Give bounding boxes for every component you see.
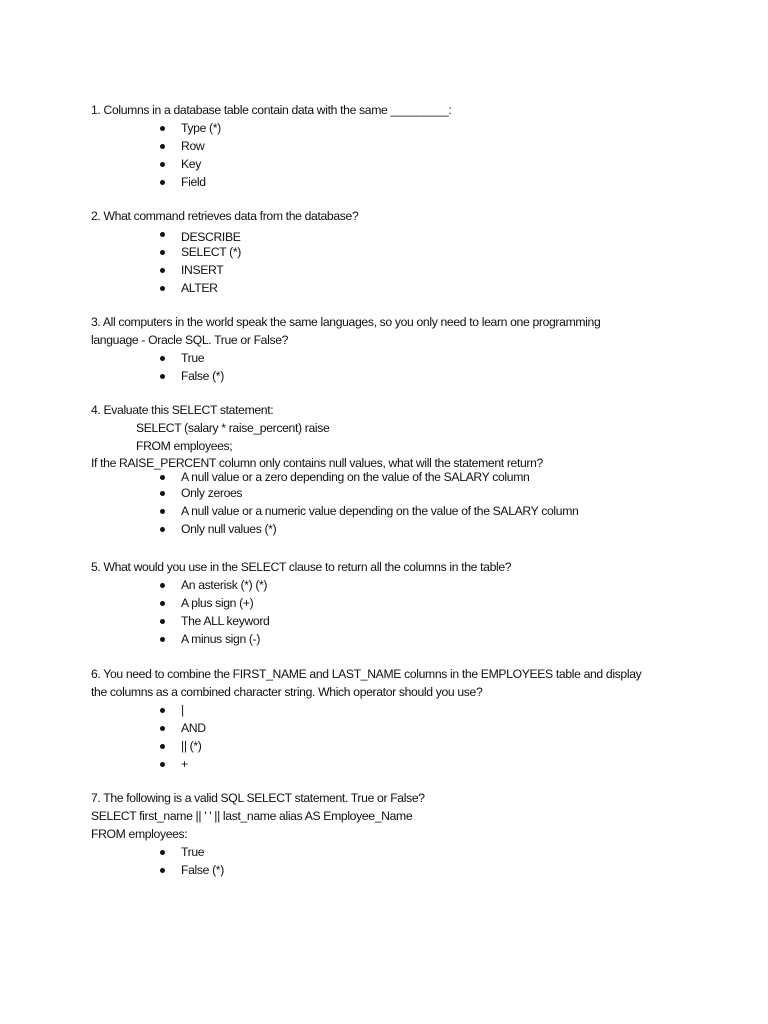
- question-1-options: [91, 119, 731, 191]
- option: An asterisk (*) (*): [91, 576, 731, 594]
- question-6: [91, 665, 731, 773]
- question-3-options: [91, 349, 731, 385]
- bullet-icon: [160, 286, 165, 291]
- question-7-options: [91, 843, 731, 879]
- bullet-icon: [160, 708, 165, 713]
- option: ALTER: [91, 279, 731, 297]
- bullet-icon: [160, 509, 165, 514]
- bullet-icon: [160, 374, 165, 379]
- code-line: SELECT first_name || ' ' || last_name alias AS Employee_Name: [91, 809, 413, 823]
- bullet-icon: [160, 601, 165, 606]
- bullet-icon: [160, 850, 165, 855]
- option: True: [91, 843, 731, 861]
- option: True: [91, 349, 731, 367]
- question-5: [91, 558, 731, 648]
- option: |: [91, 701, 731, 719]
- question-2: [91, 207, 731, 297]
- bullet-icon: [160, 475, 165, 480]
- question-2-text: 2. What command retrieves data from the database?: [91, 209, 359, 223]
- question-6-text-line-1: 6. You need to combine the FIRST_NAME and LAST_NAME columns in the EMPLOYEES table and display: [91, 667, 642, 681]
- question-4-text: 4. Evaluate this SELECT statement:: [91, 403, 274, 417]
- bullet-icon: [160, 744, 165, 749]
- question-3-text-line-2: language - Oracle SQL. True or False?: [91, 333, 289, 347]
- option: || (*): [91, 737, 731, 755]
- code-line: FROM employees:: [91, 827, 188, 841]
- option: Field: [91, 173, 731, 191]
- question-5-text: 5. What would you use in the SELECT clause to return all the columns in the table?: [91, 560, 512, 574]
- option: Row: [91, 137, 731, 155]
- option: DESCRIBE: [91, 231, 731, 243]
- bullet-icon: [160, 619, 165, 624]
- bullet-icon: [160, 637, 165, 642]
- option: +: [91, 755, 731, 773]
- option: A null value or a zero depending on the value of the SALARY column: [91, 471, 731, 484]
- question-6-options: [91, 701, 731, 773]
- question-4-options: [91, 471, 731, 538]
- bullet-icon: [160, 250, 165, 255]
- question-1-text: 1. Columns in a database table contain data with the same _________:: [91, 103, 452, 117]
- bullet-icon: [160, 356, 165, 361]
- bullet-icon: [160, 180, 165, 185]
- option: Key: [91, 155, 731, 173]
- bullet-icon: [160, 868, 165, 873]
- question-7-text: 7. The following is a valid SQL SELECT statement. True or False?: [91, 791, 425, 805]
- bullet-icon: [160, 268, 165, 273]
- option: Only null values (*): [91, 520, 731, 538]
- option: Type (*): [91, 119, 731, 137]
- option: A minus sign (-): [91, 630, 731, 648]
- question-2-options: [91, 231, 731, 297]
- bullet-icon: [160, 491, 165, 496]
- bullet-icon: [160, 762, 165, 767]
- option: AND: [91, 719, 731, 737]
- bullet-icon: [160, 232, 165, 237]
- bullet-icon: [160, 583, 165, 588]
- question-4-followup: If the RAISE_PERCENT column only contains null values, what will the statement return?: [91, 456, 543, 470]
- bullet-icon: [160, 527, 165, 532]
- option: INSERT: [91, 261, 731, 279]
- option: A null value or a numeric value depending on the value of the SALARY column: [91, 502, 731, 520]
- code-line: FROM employees;: [136, 439, 233, 453]
- question-6-text-line-2: the columns as a combined character string. Which operator should you use?: [91, 685, 483, 699]
- question-7: [91, 789, 731, 879]
- bullet-icon: [160, 162, 165, 167]
- question-1: [91, 101, 731, 191]
- question-3-text-line-1: 3. All computers in the world speak the same languages, so you only need to learn one programming: [91, 315, 601, 329]
- option: SELECT (*): [91, 243, 731, 261]
- option: Only zeroes: [91, 484, 731, 502]
- code-line: SELECT (salary * raise_percent) raise: [136, 421, 330, 435]
- bullet-icon: [160, 126, 165, 131]
- bullet-icon: [160, 726, 165, 731]
- option: The ALL keyword: [91, 612, 731, 630]
- bullet-icon: [160, 144, 165, 149]
- option: False (*): [91, 861, 731, 879]
- question-4: [91, 401, 731, 538]
- option: False (*): [91, 367, 731, 385]
- question-3: [91, 313, 731, 385]
- question-5-options: [91, 576, 731, 648]
- option: A plus sign (+): [91, 594, 731, 612]
